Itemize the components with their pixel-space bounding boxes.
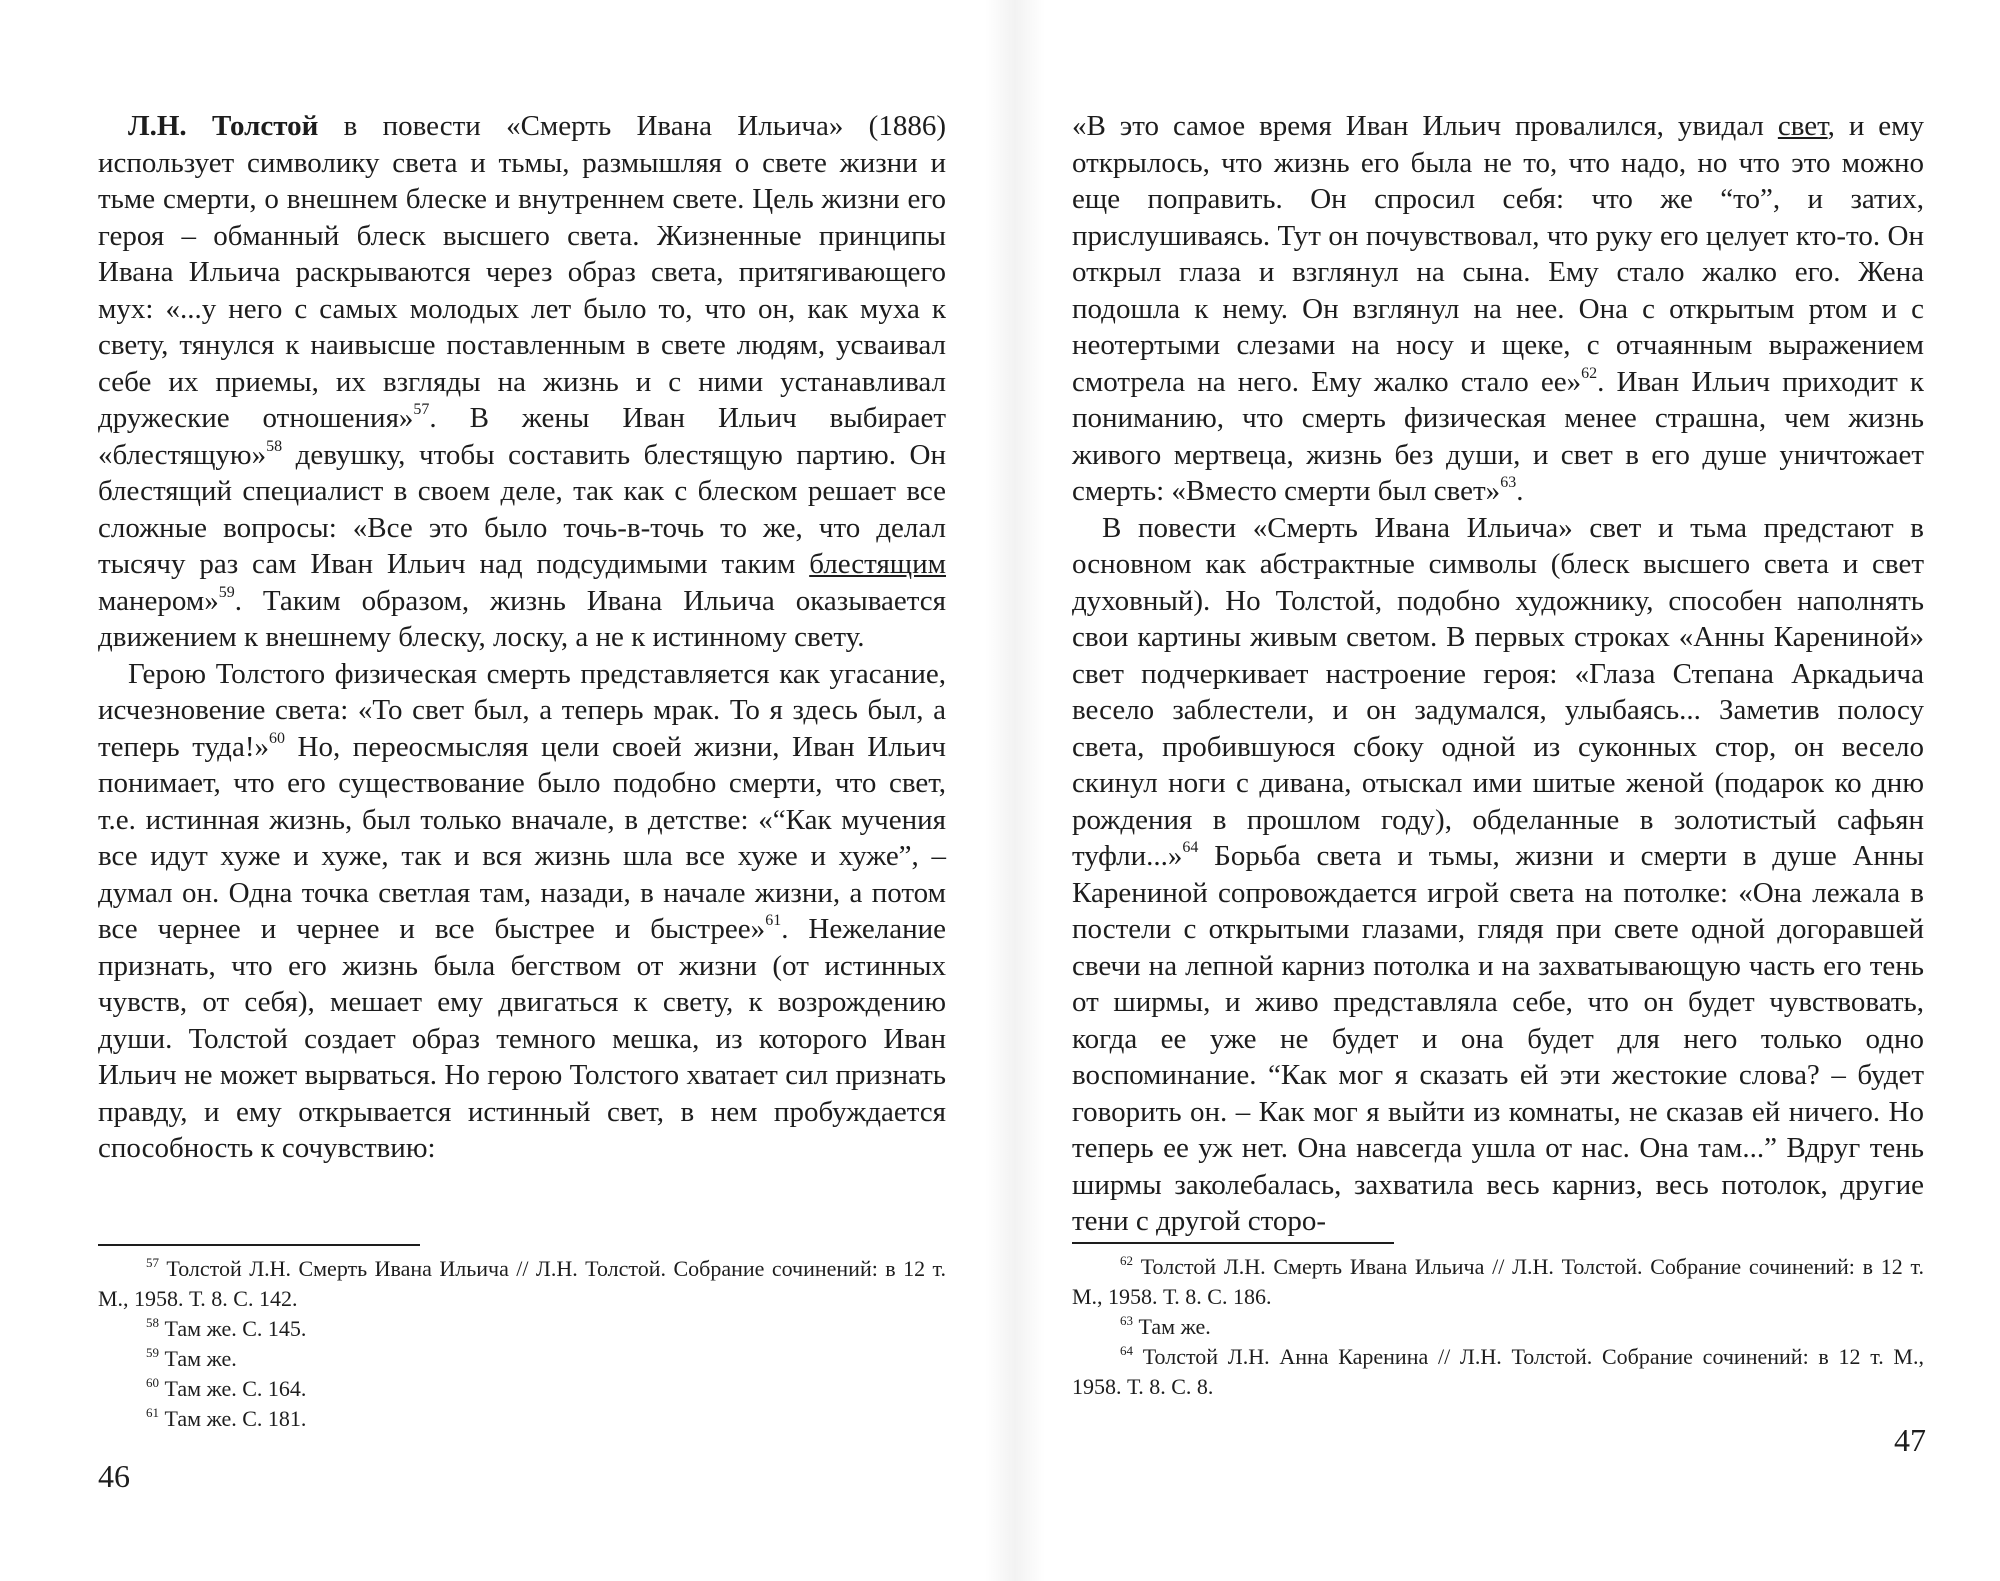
text-run: девушку, чтобы составить блестящую партию. Он блестящий специалист в своем деле, так как с блеском решает все сложные вопросы: «Все это было точь-в-точь то же, что делал тысячу раз сам Иван Ильич над подсудимыми таким (98, 438, 946, 580)
footnote: $^{60}$ Там же. С. 164. (146, 1374, 307, 1401)
left-body-text (98, 108, 946, 1167)
footnote: $^{58}$ Там же. С. 145. (146, 1314, 307, 1341)
text-run: . (1516, 475, 1524, 507)
underlined-word: блестящим (809, 548, 946, 580)
footnote-ref: 57 (413, 401, 430, 419)
footnote: $^{64}$ Толстой Л.Н. Анна Каренина // Л.Н. Толстой. Собрание сочинений: в 12 т. М., 1958. Т. 8. С. 8. (1072, 1342, 1924, 1399)
right-paragraph-2 (1072, 510, 1924, 1240)
left-paragraph-1 (98, 108, 946, 656)
footnote-ref: 64 (1182, 839, 1199, 857)
text-run: Но, переосмысляя цели своей жизни, Иван Ильич понимает, что его существование было подобно смерти, что свет, т.е. истинная жизнь, был только вначале, в детстве: «“Как мучения все идут хуже и хуже, так и вся жизнь шла все хуже и хуже”, – думал он. Одна точка светлая там, назади, в начале жизни, а потом все чернее и чернее и все быстрее и быстрее» (98, 730, 946, 945)
text-run: . Таким образом, жизнь Ивана Ильича оказывается движением к внешнему блеску, лоску, а не к истинному свету. (98, 584, 946, 653)
footnote-ref: 60 (268, 729, 285, 747)
right-page (1000, 0, 2000, 1581)
footnote-ref: 63 (1500, 474, 1517, 492)
footnote: $^{61}$ Там же. С. 181. (146, 1404, 307, 1431)
text-run: «В это самое время Иван Ильич провалился, увидал (1072, 110, 1778, 142)
text-run: , и ему открылось, что жизнь его была не то, что надо, но что это можно еще поправить. Он спросил себя: что же “то”, и затих, прислушиваясь. Тут он почувствовал, что руку его целует кто-то. Он открыл глаза и взглянул на сына. Ему стало жалко его. Жена подошла к нему. Он взглянул на нее. Она с открытым ртом и с неотертыми слезами на носу и щеке, с отчаянным выражением смотрела на него. Ему жалко стало ее» (1072, 110, 1924, 398)
text-run: манером» (98, 584, 219, 617)
text-run: . В жены Иван Ильич выбирает «блестящую» (98, 402, 946, 471)
right-footnote-rule (1072, 1242, 1394, 1244)
text-run: . Иван Ильич приходит к пониманию, что смерть физическая менее страшна, чем жизнь живого мертвеца, жизнь без души, и свет в его душе уничтожает смерть: «Вместо смерти был свет» (1072, 365, 1924, 507)
footnote: $^{59}$ Там же. (146, 1344, 237, 1371)
footnote-ref: 58 (266, 437, 283, 455)
text-run: в повести «Смерть Ивана Ильича» (1886) использует символику света и тьмы, размышляя о свете жизни и тьме смерти, о внешнем блеске и внутреннем свете. Цель жизни его героя – обманный блеск высшего света. Жизненные принципы Ивана Ильича раскрываются через образ света, притягивающего мух: «...у него с самых молодых лет было то, что он, как муха к свету, тянулся к наивысше поставленным в свете людям, усваивал себе их приемы, их взгляды на жизнь и с ними устанавливал дружеские отношения» (98, 110, 946, 434)
page-number-left: 46 (98, 1458, 130, 1494)
left-paragraph-2 (98, 656, 946, 1167)
footnote-ref: 61 (765, 912, 782, 930)
footnote-ref: 62 (1581, 364, 1598, 382)
text-run: . Нежелание признать, что его жизнь была бегством от жизни (от истинных чувств, от себя), мешает ему двигаться к свету, к возрождению души. Толстой создает образ темного мешка, из которого Иван Ильич не может вырваться. Но герою Толстого хватает сил признать правду, и ему открывается истинный свет, в нем пробуждается способность к сочувствию: (98, 913, 946, 1164)
text-run: В повести «Смерть Ивана Ильича» свет и тьма предстают в основном как абстрактные символы (блеск высшего света и свет духовный). Но Толстой, подобно художнику, способен наполнять свои картины живым светом. В первых строках «Анны Карениной» свет подчеркивает настроение героя: «Глаза Степана Аркадьича весело заблестели, и он задумался, улыбаясь... Заметив полосу света, пробившуюся сбоку одной из суконных стор, он весело скинул ноги с дивана, отыскал ими шитые женой (подарок ко дню рождения в прошлом году), обделанные в золотистый сафьян туфли...» (1072, 511, 1924, 872)
right-paragraph-1 (1072, 108, 1924, 510)
footnote: $^{63}$ Там же. (1120, 1312, 1211, 1339)
page-number-right: 47 (1894, 1422, 1926, 1458)
text-run: Герою Толстого физическая смерть представляется как угасание, исчезновение света: «То свет был, а теперь мрак. То я здесь был, а теперь туда!» (98, 657, 946, 763)
left-footnote-rule (98, 1244, 420, 1246)
right-footnotes (1072, 1252, 1924, 1402)
left-footnotes (98, 1254, 946, 1434)
footnote: $^{57}$ Толстой Л.Н. Смерть Ивана Ильича // Л.Н. Толстой. Собрание сочинений: в 12 т. М., 1958. Т. 8. С. 142. (98, 1254, 946, 1311)
footnote-ref: 59 (218, 583, 235, 601)
right-body-text (1072, 108, 1924, 1240)
underlined-word: свет (1777, 110, 1828, 142)
text-run: Борьба света и тьмы, жизни и смерти в душе Анны Карениной сопровождается игрой света на потолке: «Она лежала в постели с открытыми глазами, глядя при свете одной догоравшей свечи на лепной карниз потолка и на захватывающую часть его тень от ширмы, и живо представляла себе, что он будет чувствовать, когда ее уже не будет и она будет для него только одно воспоминание. “Как мог я сказать ей эти жестокие слова? – будет говорить он. – Как мог я выйти из комнаты, не сказав ей ничего. Но теперь ее уж нет. Она навсегда ушла от нас. Она там...” Вдруг тень ширмы заколебалась, захватила весь карниз, весь потолок, другие тени с другой сторо- (1072, 840, 1924, 1237)
footnote: $^{62}$ Толстой Л.Н. Смерть Ивана Ильича // Л.Н. Толстой. Собрание сочинений: в 12 т. М., 1958. Т. 8. С. 186. (1072, 1252, 1924, 1309)
author-name: Л.Н. Толстой (128, 110, 319, 142)
